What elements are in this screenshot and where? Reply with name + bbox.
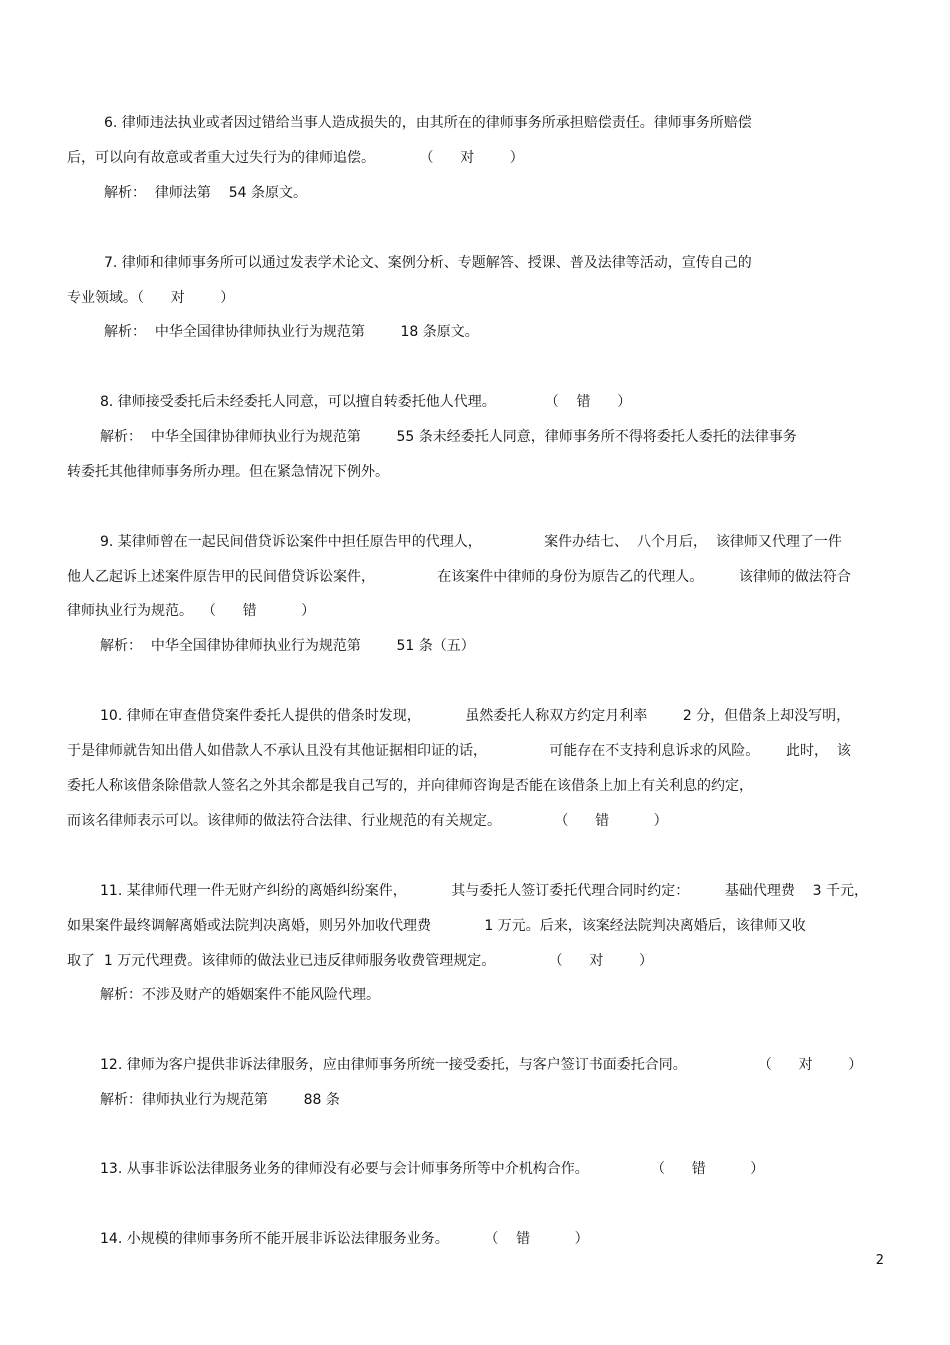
question-12-explanation: 解析：律师执业行为规范第 88 条 bbox=[100, 1092, 340, 1108]
question-7-line-1: 7. 律师和律师事务所可以通过发表学术论文、案例分析、专题解答、授课、普及法律等活动，宣传自己的 bbox=[104, 255, 752, 271]
question-10-line-1: 10. 律师在审查借贷案件委托人提供的借条时发现， 虽然委托人称双方约定月利率 2 分，但借条上却没写明， bbox=[100, 708, 851, 724]
question-11-explanation: 解析：不涉及财产的婚姻案件不能风险代理。 bbox=[100, 987, 380, 1003]
question-12-line-1: 12. 律师为客户提供非诉法律服务，应由律师事务所统一接受委托，与客户签订书面委托合同。 （ 对 ） bbox=[100, 1057, 863, 1073]
question-6-line-2: 后，可以向有故意或者重大过失行为的律师追偿。 （ 对 ） bbox=[67, 150, 524, 166]
question-8-explanation-line-2: 转委托其他律师事务所办理。但在紧急情况下例外。 bbox=[67, 464, 389, 480]
question-7-line-2: 专业领域。（ 对 ） bbox=[67, 290, 235, 306]
question-8-line-1: 8. 律师接受委托后未经委托人同意，可以擅自转委托他人代理。 （ 错 ） bbox=[100, 394, 632, 410]
question-6-explanation: 解析： 律师法第 54 条原文。 bbox=[104, 185, 307, 201]
question-9-line-1: 9. 某律师曾在一起民间借贷诉讼案件中担任原告甲的代理人， 案件办结七、 八个月后， 该律师又代理了一件 bbox=[100, 534, 842, 550]
question-9-line-2: 他人乙起诉上述案件原告甲的民间借贷诉讼案件， 在该案件中律师的身份为原告乙的代理人。 该律师的做法符合 bbox=[67, 569, 851, 585]
question-13-line-1: 13. 从事非诉讼法律服务业务的律师没有必要与会计师事务所等中介机构合作。 （ 错 ） bbox=[100, 1161, 765, 1177]
question-11-line-1: 11. 某律师代理一件无财产纠纷的离婚纠纷案件， 其与委托人签订委托代理合同时约定： 基础代理费 3 千元， bbox=[100, 883, 868, 899]
question-9-line-3: 律师执业行为规范。 （ 错 ） bbox=[67, 603, 316, 619]
question-10-line-4: 而该名律师表示可以。该律师的做法符合法律、行业规范的有关规定。 （ 错 ） bbox=[67, 813, 668, 829]
page-number: 2 bbox=[875, 1253, 884, 1268]
question-10-line-2: 于是律师就告知出借人如借款人不承认且没有其他证据相印证的话， 可能存在不支持利息诉求的风险。 此时， 该 bbox=[67, 743, 851, 759]
question-14-line-1: 14. 小规模的律师事务所不能开展非诉讼法律服务业务。 （ 错 ） bbox=[100, 1231, 589, 1247]
question-11-line-2: 如果案件最终调解离婚或法院判决离婚，则另外加收代理费 1 万元。后来，该案经法院判决离婚后，该律师又收 bbox=[67, 918, 806, 934]
question-6-line-1: 6. 律师违法执业或者因过错给当事人造成损失的，由其所在的律师事务所承担赔偿责任。律师事务所赔偿 bbox=[104, 115, 752, 131]
question-8-explanation-line-1: 解析： 中华全国律协律师执业行为规范第 55 条未经委托人同意，律师事务所不得将委托人委托的法律事务 bbox=[100, 429, 797, 445]
question-7-explanation: 解析： 中华全国律协律师执业行为规范第 18 条原文。 bbox=[104, 324, 479, 340]
question-9-explanation: 解析： 中华全国律协律师执业行为规范第 51 条（五） bbox=[100, 638, 475, 654]
question-10-line-3: 委托人称该借条除借款人签名之外其余都是我自己写的，并向律师咨询是否能在该借条上加上有关利息的约定， bbox=[67, 778, 753, 794]
question-11-line-3: 取了 1 万元代理费。该律师的做法业已违反律师服务收费管理规定。 （ 对 ） bbox=[67, 953, 653, 969]
